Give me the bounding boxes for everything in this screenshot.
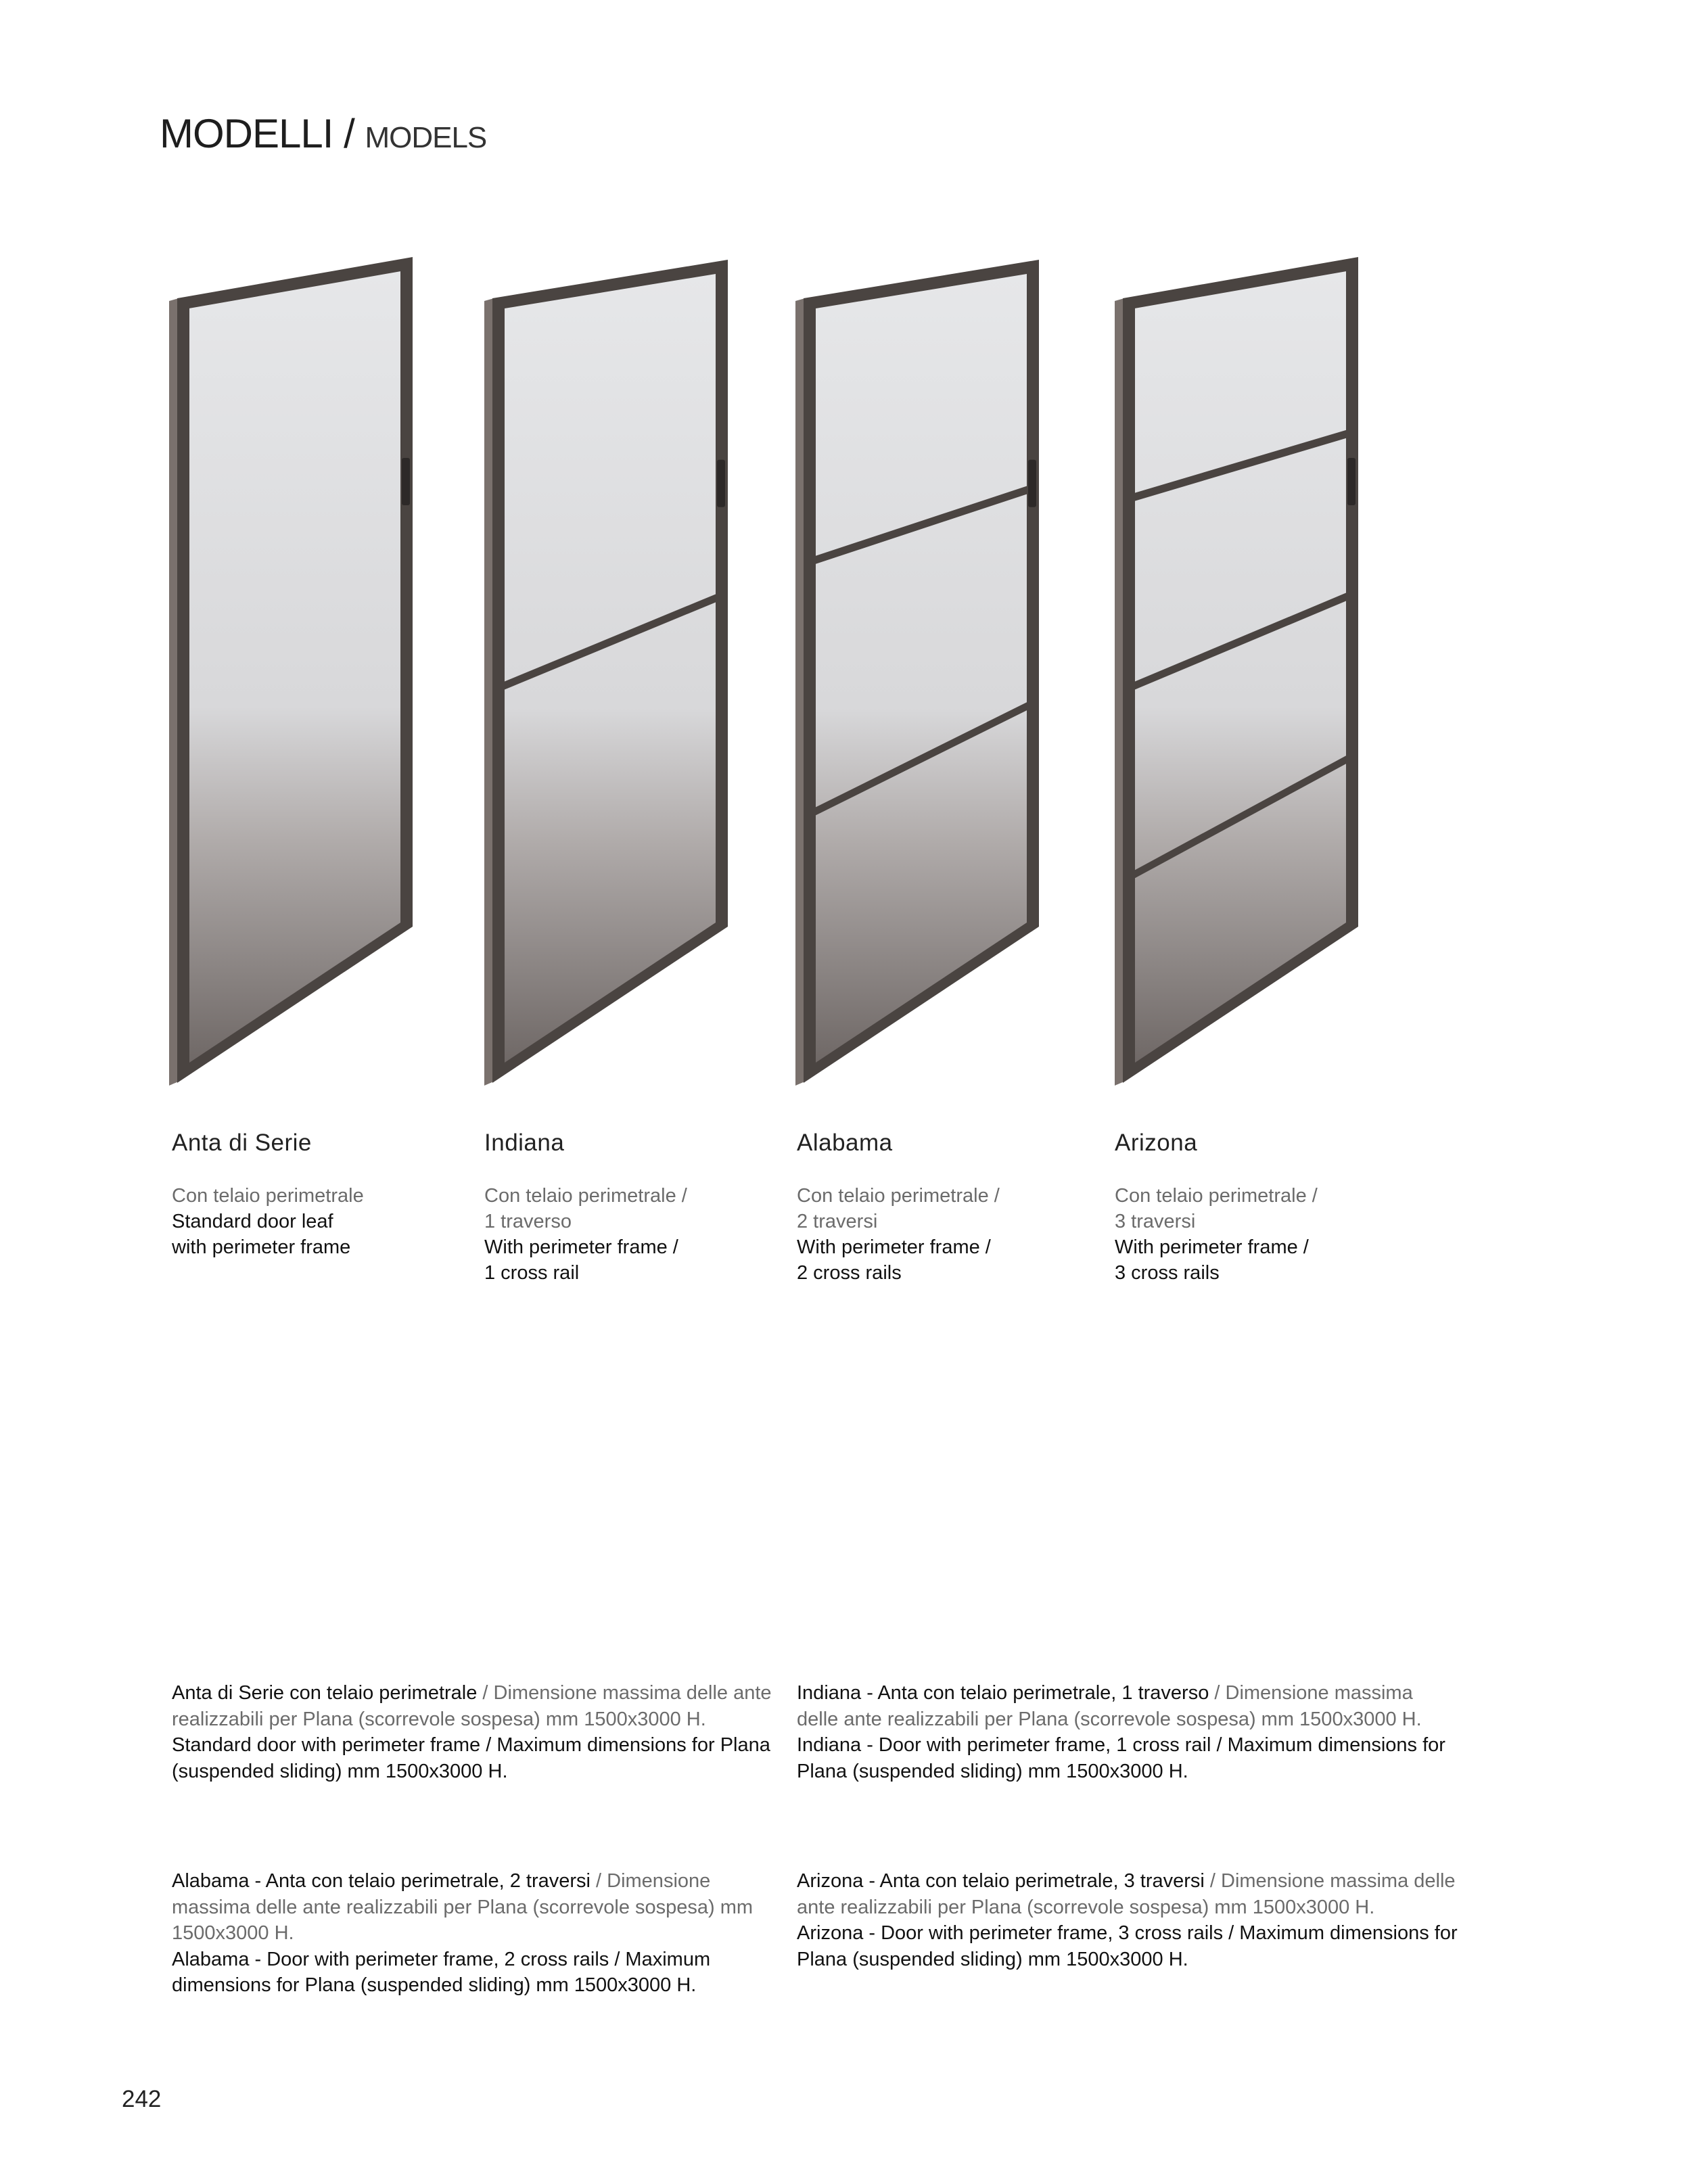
door-anta-di-serie — [169, 257, 413, 1086]
description-en: Arizona - Door with perimeter frame, 3 cross rails / Maximum dimensions for Plana (suspended sliding) mm 1500x3000 H. — [797, 1922, 1458, 1970]
model-name: Anta di Serie — [172, 1130, 312, 1156]
description-anta-di-serie — [172, 1680, 781, 1784]
description-arizona — [797, 1868, 1460, 1972]
model-desc-it: Con telaio perimetrale / 1 traverso — [484, 1185, 687, 1232]
model-alabama — [797, 1131, 1081, 1286]
description-it: Dimensione massima delle ante realizzabili per Plana (scorrevole sospesa) mm 1500x3000 H. — [797, 1682, 1422, 1730]
model-name: Alabama — [797, 1130, 893, 1156]
description-en: Standard door with perimeter frame / Maximum dimensions for Plana (suspended sliding) mm 1500x3000 H. — [172, 1734, 770, 1782]
description-it: Dimensione massima delle ante realizzabili per Plana (scorrevole sospesa) mm 1500x3000 H. — [172, 1870, 754, 1944]
description-separator: / — [1204, 1870, 1222, 1892]
model-desc-en: Standard door leaf with perimeter frame — [172, 1211, 351, 1258]
description-separator: / — [590, 1870, 607, 1892]
model-name: Arizona — [1115, 1130, 1198, 1156]
page-number: 242 — [122, 2086, 162, 2112]
door-handle — [1347, 458, 1356, 505]
title-main: MODELLI — [160, 111, 333, 156]
door-side-edge — [795, 298, 805, 1086]
model-name: Indiana — [484, 1130, 565, 1156]
description-title: Alabama - Anta con telaio perimetrale, 2 traversi — [172, 1870, 590, 1892]
model-desc-en: With perimeter frame / 3 cross rails — [1115, 1236, 1309, 1284]
door-alabama — [795, 260, 1039, 1086]
door-side-edge — [484, 298, 494, 1086]
title-separator: / — [344, 111, 354, 156]
description-title: Arizona - Anta con telaio perimetrale, 3 traversi — [797, 1870, 1205, 1892]
model-desc-it: Con telaio perimetrale — [172, 1185, 364, 1207]
description-it: Dimensione massima delle ante realizzabili per Plana (scorrevole sospesa) mm 1500x3000 H. — [797, 1870, 1456, 1918]
door-arizona — [1115, 257, 1358, 1086]
door-side-edge — [1115, 298, 1124, 1086]
description-title: Indiana - Anta con telaio perimetrale, 1 traverso — [797, 1682, 1209, 1704]
model-desc-en: With perimeter frame / 1 cross rail — [484, 1236, 678, 1284]
door-side-edge — [169, 298, 179, 1086]
door-handle — [402, 458, 410, 505]
description-separator: / — [477, 1682, 494, 1704]
description-it: Dimensione massima delle ante realizzabili per Plana (scorrevole sospesa) mm 1500x3000 H. — [172, 1682, 772, 1730]
description-title: Anta di Serie con telaio perimetrale — [172, 1682, 478, 1704]
description-indiana — [797, 1680, 1460, 1784]
model-indiana — [484, 1131, 768, 1286]
description-en: Indiana - Door with perimeter frame, 1 cross rail / Maximum dimensions for Plana (suspended sliding) mm 1500x3000 H. — [797, 1734, 1445, 1782]
door-handle — [1028, 460, 1036, 507]
description-separator: / — [1209, 1682, 1226, 1704]
door-indiana — [484, 260, 728, 1086]
model-desc-it: Con telaio perimetrale / 2 traversi — [797, 1185, 1000, 1232]
model-desc-it: Con telaio perimetrale / 3 traversi — [1115, 1185, 1318, 1232]
description-alabama — [172, 1868, 754, 1999]
title-sub: MODELS — [365, 121, 487, 154]
model-arizona — [1115, 1131, 1399, 1286]
model-desc-en: With perimeter frame / 2 cross rails — [797, 1236, 991, 1284]
model-anta-di-serie — [172, 1131, 456, 1260]
door-handle — [717, 460, 725, 507]
description-en: Alabama - Door with perimeter frame, 2 cross rails / Maximum dimensions for Plana (suspended sliding) mm 1500x3000 H. — [172, 1948, 711, 1996]
